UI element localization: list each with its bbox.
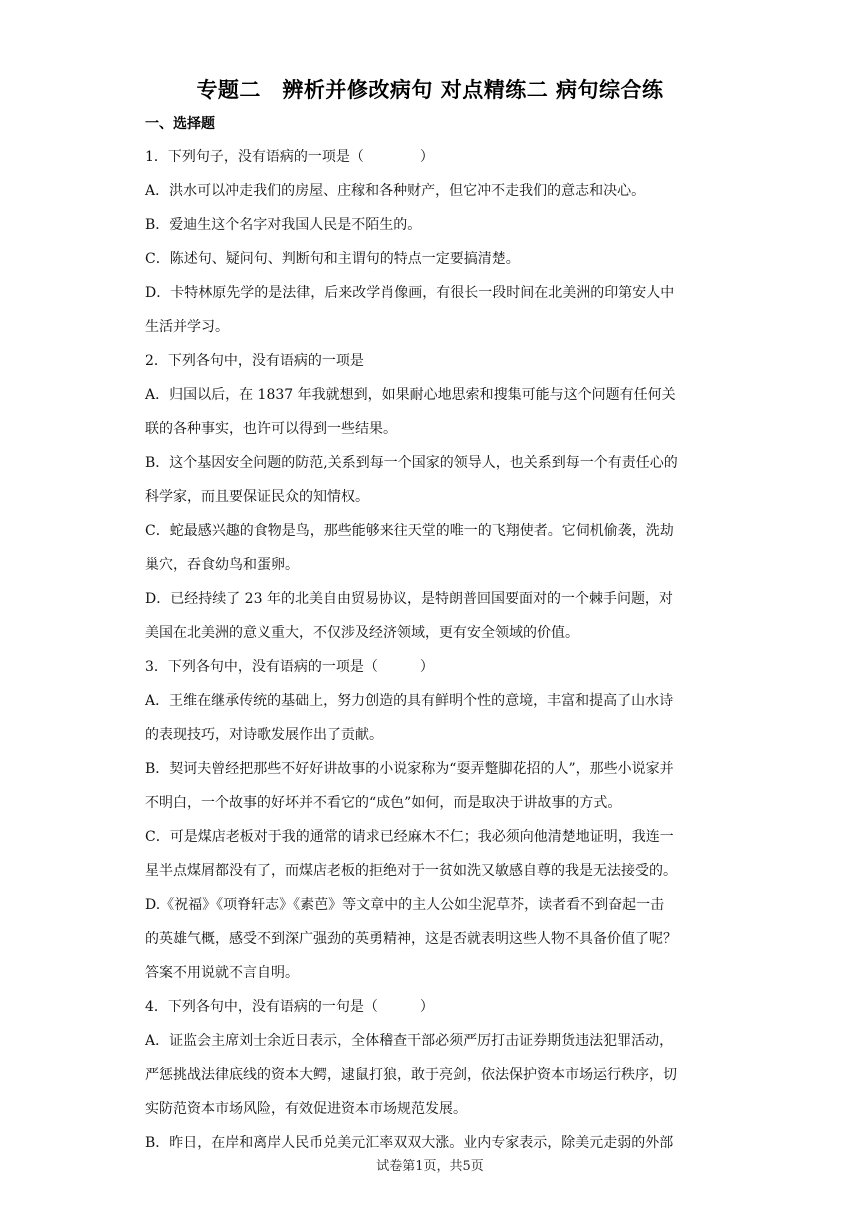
option-text-line: C．蛇最感兴趣的食物是鸟，那些能够来往天堂的唯一的飞翔使者。它伺机偷袭，洗劫 <box>145 523 674 539</box>
question-3 <box>145 650 715 990</box>
option-text-line: A．王维在继承传统的基础上，努力创造的具有鲜明个性的意境，丰富和提高了山水诗 <box>145 693 674 709</box>
answer-option <box>145 378 715 446</box>
option-text-line: B．爱迪生这个名字对我国人民是不陌生的。 <box>145 217 422 233</box>
answer-option <box>145 208 715 242</box>
question-stem: 2．下列各句中，没有语病的一项是 <box>145 353 364 369</box>
page-footer: 试卷第1页，共5页 <box>376 1159 484 1174</box>
answer-option <box>145 582 715 650</box>
option-text-line: 星半点煤屑都没有了，而煤店老板的拒绝对于一贫如洗又敏感自尊的我是无法接受的。 <box>145 863 677 879</box>
answer-option <box>145 752 715 820</box>
answer-option <box>145 684 715 752</box>
answer-option <box>145 446 715 514</box>
option-text-line: 严惩挑战法律底线的资本大鳄，逮鼠打狼，敢于亮剑，依法保护资本市场运行秩序，切 <box>145 1067 677 1083</box>
option-text-line: 的英雄气概，感受不到深广强劲的英勇精神，这是否就表明这些人物不具备价值了呢？ <box>145 931 677 947</box>
section-heading: 一、选择题 <box>145 116 215 132</box>
option-text-line: 生活并学习。 <box>145 319 229 335</box>
question-4 <box>145 990 715 1160</box>
option-text-line: C．陈述句、疑问句、判断句和主谓句的特点一定要搞清楚。 <box>145 251 520 267</box>
option-text-line: B．契诃夫曾经把那些不好好讲故事的小说家称为“耍弄蹩脚花招的人”，那些小说家并 <box>145 761 674 777</box>
question-1 <box>145 140 715 344</box>
option-text-line: 联的各种事实，也许可以得到一些结果。 <box>145 421 397 437</box>
answer-option <box>145 820 715 888</box>
question-stem: 3．下列各句中，没有语病的一项是（ ） <box>145 659 434 675</box>
question-list <box>145 140 715 1160</box>
option-text-line: D．已经持续了 23 年的北美自由贸易协议，是特朗普回国要面对的一个棘手问题，对 <box>145 591 673 607</box>
option-text-line: 科学家，而且要保证民众的知情权。 <box>145 489 369 505</box>
option-text-line: 答案不用说就不言自明。 <box>145 965 299 981</box>
answer-option <box>145 242 715 276</box>
option-text-line: 巢穴，吞食幼鸟和蛋卵。 <box>145 557 299 573</box>
option-text-line: 美国在北美洲的意义重大，不仅涉及经济领域，更有安全领域的价值。 <box>145 625 579 641</box>
option-text-line: A．证监会主席刘士余近日表示，全体稽查干部必须严厉打击证券期货违法犯罪活动， <box>145 1033 674 1049</box>
option-text-line: B．这个基因安全问题的防范,关系到每一个国家的领导人，也关系到每一个有责任心的 <box>145 455 678 471</box>
page-title: 专题二 辨析并修改病句 对点精练二 病句综合练 <box>196 78 664 102</box>
option-text-line: B．昨日，在岸和离岸人民币兑美元汇率双双大涨。业内专家表示，除美元走弱的外部 <box>145 1135 674 1151</box>
answer-option <box>145 514 715 582</box>
question-stem: 4．下列各句中，没有语病的一句是（ ） <box>145 999 434 1015</box>
question-stem: 1．下列句子，没有语病的一项是（ ） <box>145 149 434 165</box>
option-text-line: 的表现技巧，对诗歌发展作出了贡献。 <box>145 727 383 743</box>
question-2 <box>145 344 715 650</box>
option-text-line: D．卡特林原先学的是法律，后来改学肖像画，有很长一段时间在北美洲的印第安人中 <box>145 285 675 301</box>
option-text-line: D.《祝福》《项脊轩志》《素芭》等文章中的主人公如尘泥草芥，读者看不到奋起一击 <box>145 897 665 913</box>
answer-option <box>145 174 715 208</box>
answer-option <box>145 276 715 344</box>
option-text-line: 不明白，一个故事的好坏并不看它的“成色”如何，而是取决于讲故事的方式。 <box>145 795 622 811</box>
option-text-line: A．洪水可以冲走我们的房屋、庄稼和各种财产，但它冲不走我们的意志和决心。 <box>145 183 646 199</box>
option-text-line: C．可是煤店老板对于我的通常的请求已经麻木不仁；我必须向他清楚地证明，我连一 <box>145 829 674 845</box>
option-text-line: A．归国以后，在 1837 年我就想到，如果耐心地思索和搜集可能与这个问题有任何关 <box>145 387 676 403</box>
answer-option <box>145 1024 715 1126</box>
option-text-line: 实防范资本市场风险，有效促进资本市场规范发展。 <box>145 1101 467 1117</box>
answer-option <box>145 888 715 990</box>
